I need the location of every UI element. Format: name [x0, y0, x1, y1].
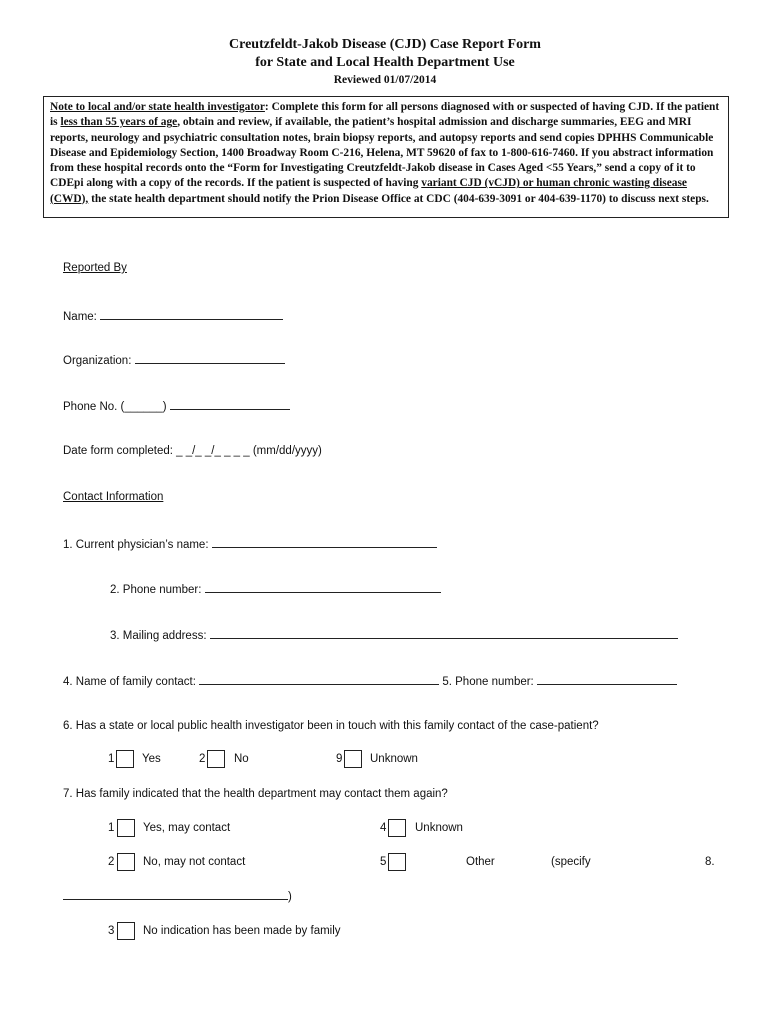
- phone-row: [63, 399, 290, 413]
- q7-yes-label: Yes, may contact: [143, 822, 231, 834]
- organization-row: [63, 353, 285, 367]
- investigator-notice: [43, 96, 729, 218]
- q7-yes-checkbox[interactable]: [117, 819, 135, 837]
- q6-yes-label: Yes: [142, 753, 161, 765]
- phone-number-row: [110, 582, 441, 596]
- q7-other-label: Other: [466, 856, 495, 868]
- notice-lead: Note to local and/or state health investigator: [50, 101, 265, 113]
- q6-unknown-checkbox[interactable]: [344, 750, 362, 768]
- question-7: 7. Has family indicated that the health department may contact them again?: [63, 788, 448, 800]
- physician-label: 1. Current physician’s name:: [63, 539, 212, 551]
- family-contact-field[interactable]: [199, 674, 439, 685]
- notice-text-2: , obtain and review, if available, the patient’s hospital admission and discharge summaries, EEG and MRI reports, neurology and psychiatric consultation notes, brain biopsy reports, and autopsy reports and send copies DPHHS Communicable Disease and Epidemiology Section, 1400 Broadway Room C-216, Helena, MT 59620 of fax to 1-800-616-7460. If you abstract information from these hospital records onto the “Form for Investigating Creutzfeldt-Jakob disease in Cases Aged <55 Years,” send a copy of it to CDEpi along with a copy of the records. If the patient is suspected of having: [50, 116, 714, 190]
- contact-info-heading: Contact Information: [63, 491, 164, 503]
- form-title: Creutzfeldt-Jakob Disease (CJD) Case Report Form: [229, 37, 541, 52]
- phone-number-field[interactable]: [205, 582, 441, 593]
- q7-option-num: 3: [108, 925, 115, 937]
- q6-option-num: 2: [199, 753, 206, 765]
- mailing-address-row: [110, 628, 678, 642]
- q7-no-label: No, may not contact: [143, 856, 246, 868]
- date-completed[interactable]: Date form completed: _ _/_ _/_ _ _ _ (mm/dd/yyyy): [63, 445, 322, 457]
- notice-text-3: the state health department should notify the Prion Disease Office at CDC (404-639-3091 or 404-639-1170) to discuss next steps.: [88, 192, 709, 205]
- q7-specify-label: (specify: [551, 856, 591, 868]
- q7-no-checkbox[interactable]: [117, 853, 135, 871]
- mailing-address-label: 3. Mailing address:: [110, 630, 210, 642]
- family-contact-label: 4. Name of family contact:: [63, 676, 200, 688]
- name-row: [63, 309, 283, 323]
- q7-other-specify-field[interactable]: [63, 889, 288, 900]
- organization-label: Organization:: [63, 355, 135, 367]
- question-6: 6. Has a state or local public health investigator been in touch with this family contact of the case-patient?: [63, 720, 599, 732]
- q7-other-checkbox[interactable]: [388, 853, 406, 871]
- q7-close-paren: ): [288, 891, 292, 903]
- phone-field[interactable]: [170, 399, 290, 410]
- q7-no-indication-label: No indication has been made by family: [143, 925, 341, 937]
- q7-option-num: 1: [108, 822, 115, 834]
- notice-variant-phrase: variant CJD (vCJD) or human chronic wasting disease (CWD),: [50, 177, 687, 205]
- family-contact-row: [63, 674, 677, 688]
- q7-unknown-checkbox[interactable]: [388, 819, 406, 837]
- phone-number-label: 2. Phone number:: [110, 584, 205, 596]
- q7-option-num: 2: [108, 856, 115, 868]
- q7-option-num: 5: [380, 856, 387, 868]
- q6-no-label: No: [234, 753, 249, 765]
- name-field[interactable]: [100, 309, 283, 320]
- physician-row: [63, 537, 437, 551]
- q6-yes-checkbox[interactable]: [116, 750, 134, 768]
- mailing-address-field[interactable]: [210, 628, 678, 639]
- family-phone-label: 5. Phone number:: [439, 676, 537, 688]
- q6-unknown-label: Unknown: [370, 753, 418, 765]
- q7-no-indication-checkbox[interactable]: [117, 922, 135, 940]
- physician-field[interactable]: [212, 537, 437, 548]
- q6-option-num: 9: [336, 753, 343, 765]
- notice-text-1: : Complete this form for all persons diagnosed with or suspected of having CJD. If the patient is: [50, 101, 720, 129]
- q6-no-checkbox[interactable]: [207, 750, 225, 768]
- name-label: Name:: [63, 311, 101, 323]
- form-subtitle: for State and Local Health Department Use: [255, 55, 515, 70]
- q7-unknown-label: Unknown: [415, 822, 463, 834]
- next-question-number: 8.: [705, 856, 715, 868]
- q7-option-num: 4: [380, 822, 387, 834]
- family-phone-field[interactable]: [537, 674, 677, 685]
- phone-label: Phone No. (______): [63, 401, 170, 413]
- reported-by-heading: Reported By: [63, 262, 127, 274]
- organization-field[interactable]: [135, 353, 285, 364]
- reviewed-date: Reviewed 01/07/2014: [333, 74, 437, 86]
- q6-option-num: 1: [108, 753, 115, 765]
- notice-age-phrase: less than 55 years of age: [60, 116, 178, 129]
- q7-other-specify-row: [63, 889, 292, 903]
